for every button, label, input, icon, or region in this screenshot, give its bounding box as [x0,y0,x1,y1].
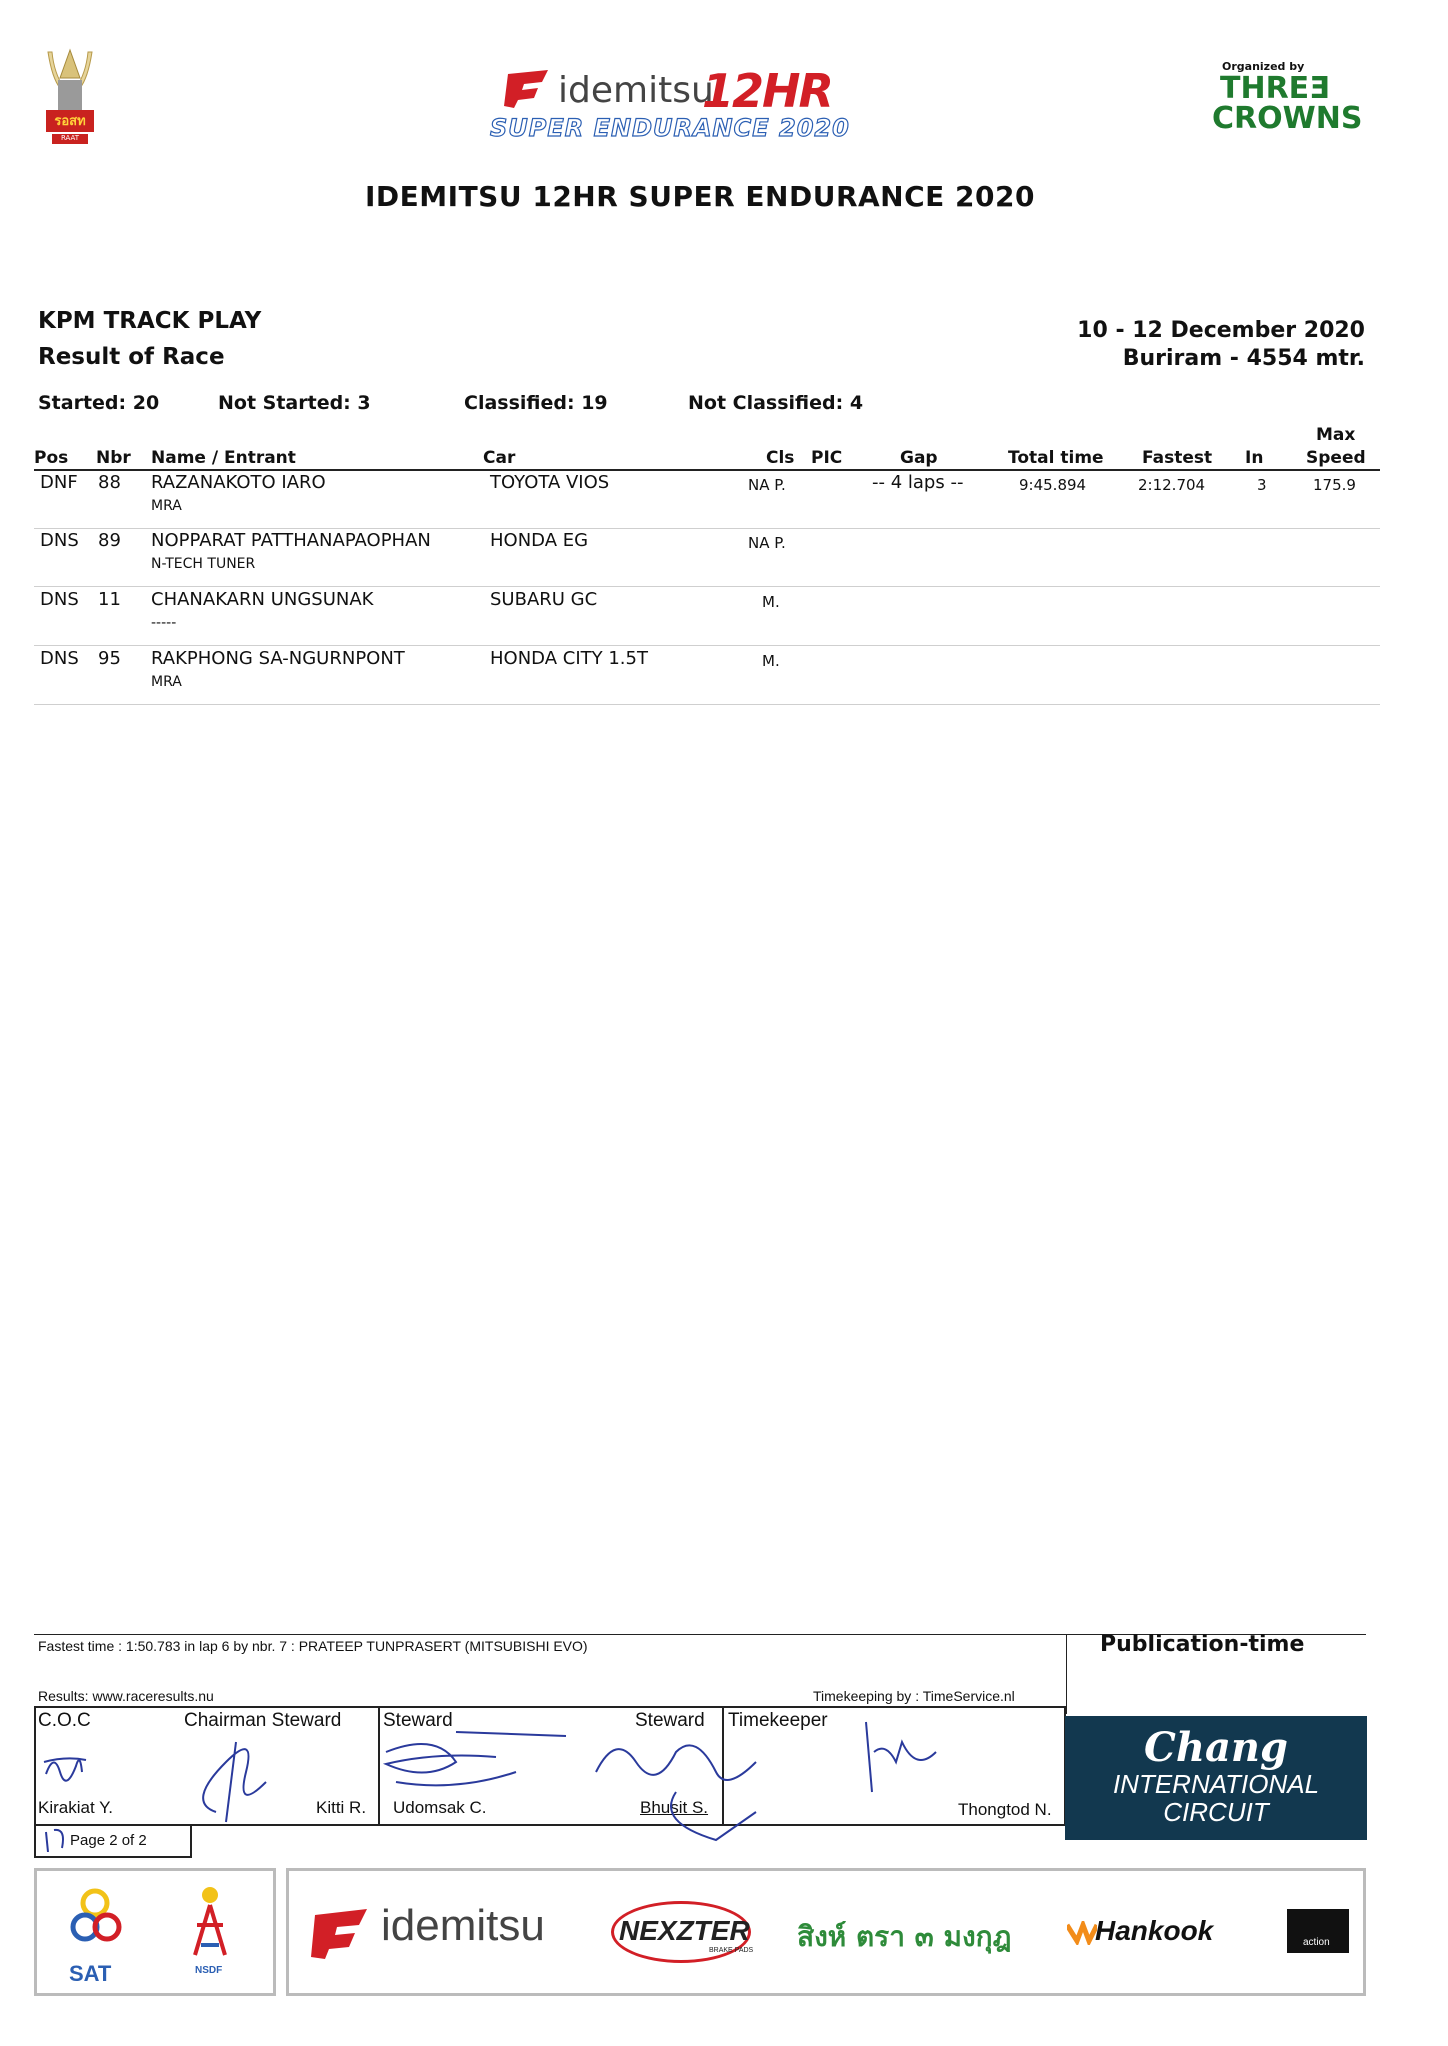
nsdf-logo-text: NSDF [195,1965,223,1976]
circuit-line1: INTERNATIONAL [1112,1769,1320,1799]
row-entrant: MRA [151,498,182,514]
stat-classified: Classified: 19 [464,392,608,414]
event-logo [490,64,910,144]
hankook-sponsor: Hankook [1095,1915,1214,1946]
publication-time: Publication-time [1100,1632,1305,1657]
steward1-label: Steward [383,1710,453,1731]
col-car: Car [483,448,516,468]
row-name: RAZANAKOTO IARO [151,472,326,493]
row-pos: DNS [40,530,79,551]
row-entrant: MRA [151,674,182,690]
row-cls: M. [762,652,780,670]
sponsor-box-right [286,1868,1366,1996]
raat-logo [42,48,98,148]
row-car: HONDA EG [490,530,589,551]
sponsor-box-left [34,1868,276,1996]
page-number: Page 2 of 2 [70,1832,147,1849]
event-date: 10 - 12 December 2020 [1077,318,1365,343]
row-divider [34,528,1380,529]
col-gap: Gap [900,448,938,468]
sat-logo-text: SAT [69,1961,112,1986]
action-logo-text: action [1303,1937,1330,1948]
timekeeper-name: Thongtod N. [958,1800,1052,1819]
row-nbr: 88 [98,472,121,493]
page-title: IDEMITSU 12HR SUPER ENDURANCE 2020 [365,180,1035,213]
row-divider [34,645,1380,646]
row-pos: DNS [40,648,79,669]
class-name: KPM TRACK PLAY [38,308,262,334]
row-car: TOYOTA VIOS [490,472,610,493]
row-pos: DNF [40,472,78,493]
organizer-logo [1200,60,1363,140]
steward2-name: Bhusit S. [640,1798,709,1817]
row-speed: 175.9 [1313,476,1356,494]
raat-logo-text: รอสท [54,114,86,129]
nexzter-sub: BRAKE PADS [709,1947,754,1954]
signatures-icon [36,1712,1066,1852]
header-rule [34,469,1380,471]
steward1-name: Udomsak C. [393,1798,487,1817]
row-car: SUBARU GC [490,589,598,610]
row-cls: M. [762,593,780,611]
row-name: NOPPARAT PATTHANAPAOPHAN [151,530,431,551]
row-cls: NA P. [748,476,786,494]
coc-name: Kirakiat Y. [38,1798,113,1817]
chairman-label: Chairman Steward [184,1710,342,1731]
row-gap: -- 4 laps -- [872,472,964,493]
row-cls: NA P. [748,534,786,552]
event-logo-subtitle: SUPER ENDURANCE 2020 [490,114,850,142]
col-max: Max [1316,425,1356,445]
col-pic: PIC [811,448,843,468]
nexzter-sponsor: NEXZTER [619,1915,750,1946]
steward2-label: Steward [635,1710,705,1731]
raat-logo-subtext: RAAT [60,134,80,142]
idemitsu-flag-icon [504,68,552,108]
col-nbr: Nbr [96,448,131,468]
col-cls: Cls [766,448,795,468]
stat-not-started: Not Started: 3 [218,392,371,414]
event-venue: Buriram - 4554 mtr. [1122,346,1365,371]
row-divider [34,704,1380,705]
stat-not-classified: Not Classified: 4 [688,392,864,414]
idemitsu-sponsor: idemitsu [381,1901,545,1950]
col-fastest: Fastest [1142,448,1213,468]
raat-emblem-icon [42,48,98,148]
sat-logo-icon [67,1885,127,1965]
fastest-time: Fastest time : 1:50.783 in lap 6 by nbr. 7 : PRATEEP TUNPRASERT (MITSUBISHI EVO) [38,1638,588,1654]
report-type: Result of Race [38,344,225,370]
chairman-name: Kitti R. [316,1798,367,1817]
row-entrant: ----- [151,615,177,631]
circuit-line2: CIRCUIT [1163,1797,1269,1827]
row-divider [34,586,1380,587]
col-speed: Speed [1306,448,1366,468]
organizer-name-line2: CROWNS [1212,101,1363,136]
event-logo-badge: 12HR [702,64,832,118]
row-entrant: N-TECH TUNER [151,556,256,572]
row-nbr: 11 [98,589,121,610]
col-total: Total time [1008,448,1104,468]
col-pos: Pos [34,448,69,468]
thai-sponsor: สิงห์ ตรา ๓ มงกุฎ [797,1920,1012,1953]
circuit-name: Chang [1144,1724,1288,1771]
row-nbr: 89 [98,530,121,551]
row-name: CHANAKARN UNGSUNAK [151,589,374,610]
footer-divider-vertical [1066,1634,1067,1714]
row-pos: DNS [40,589,79,610]
row-total: 9:45.894 [1019,476,1087,494]
results-url: Results: www.raceresults.nu [38,1688,214,1704]
timekeeper-label: Timekeeper [728,1710,828,1731]
stat-started: Started: 20 [38,392,160,414]
row-nbr: 95 [98,648,121,669]
row-in: 3 [1257,476,1267,494]
circuit-logo [1065,1716,1367,1840]
row-car: HONDA CITY 1.5T [490,648,648,669]
row-name: RAKPHONG SA-NGURNPONT [151,648,405,669]
organizer-label: Organized by [1222,60,1305,73]
event-logo-word: idemitsu [558,70,714,111]
row-fastest: 2:12.704 [1138,476,1206,494]
organizer-name-line1: THREƎ [1220,71,1330,106]
timekeeping: Timekeeping by : TimeService.nl [813,1688,1015,1704]
col-in: In [1245,448,1264,468]
hankook-mark-icon [1067,1921,1097,1945]
nsdf-logo-icon [187,1885,233,1965]
col-name: Name / Entrant [151,448,296,468]
idemitsu-flag-icon [311,1907,371,1959]
coc-label: C.O.C [38,1710,91,1731]
